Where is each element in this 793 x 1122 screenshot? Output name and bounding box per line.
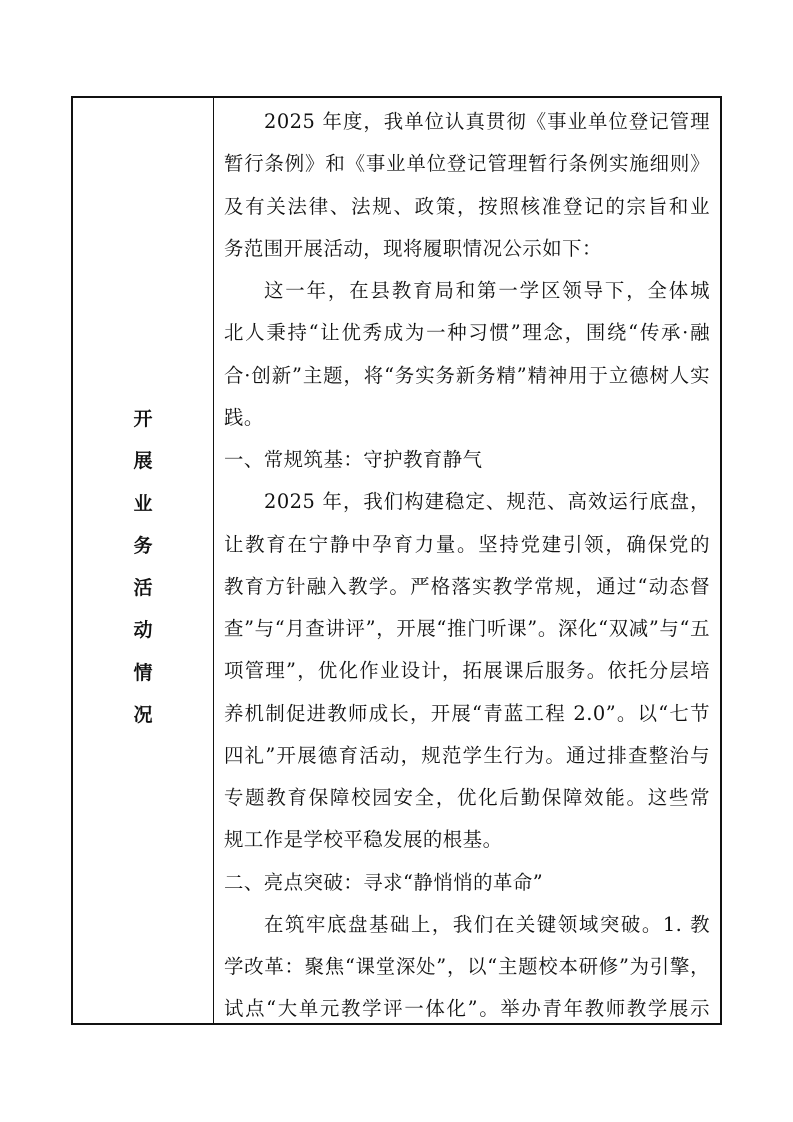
section-label-char: 情 — [133, 661, 153, 684]
section-label-char: 动 — [133, 619, 153, 642]
text-line: 务范围开展活动，现将履职情况公示如下： — [224, 236, 602, 260]
text-line: 试点“大单元教学评一体化”。举办青年教师教学展示 — [224, 997, 710, 1021]
section-label-char: 活 — [133, 577, 153, 600]
text-line: 养机制促进教师成长，开展“青蓝工程 2.0”。以“七节 — [224, 701, 710, 725]
text-line: 践。 — [224, 405, 264, 429]
text-line: 暂行条例》和《事业单位登记管理暂行条例实施细则》 — [224, 152, 710, 176]
text-line: 四礼”开展德育活动，规范学生行为。通过排查整治与 — [224, 743, 710, 767]
text-line: 这一年，在县教育局和第一学区领导下，全体城 — [264, 279, 710, 302]
content-text — [224, 101, 710, 1031]
text-line: 规工作是学校平稳发展的根基。 — [224, 828, 503, 852]
section-label-char: 况 — [133, 704, 153, 727]
text-line: 二、亮点突破：寻求“静悄悄的革命” — [224, 870, 544, 894]
text-line: 专题教育保障校园安全，优化后勤保障效能。这些常 — [224, 786, 710, 809]
text-line: 合·创新”主题，将“务实务新务精”精神用于立德树人实 — [224, 363, 710, 387]
text-line: 项管理”，优化作业设计，拓展课后服务。依托分层培 — [224, 659, 710, 683]
text-line: 北人秉持“让优秀成为一种习惯”理念，围绕“传承·融 — [224, 321, 710, 345]
text-line: 查”与“月查讲评”，开展“推门听课”。深化“双减”与“五 — [224, 617, 710, 640]
text-line: 2025 年，我们构建稳定、规范、高效运行底盘， — [264, 490, 710, 514]
section-label-char: 务 — [133, 534, 153, 557]
text-line: 在筑牢底盘基础上，我们在关键领域突破。1. 教 — [264, 912, 710, 936]
section-label-char: 展 — [133, 450, 153, 473]
section-label-char: 开 — [133, 408, 153, 430]
section-label — [73, 398, 213, 736]
text-line: 2025 年度，我单位认真贯彻《事业单位登记管理 — [264, 110, 710, 133]
section-label-cell — [73, 98, 214, 1023]
section-content-cell — [214, 98, 720, 1023]
text-line: 教育方针融入教学。严格落实教学常规，通过“动态督 — [224, 574, 710, 598]
text-line: 及有关法律、法规、政策，按照核准登记的宗旨和业 — [224, 194, 710, 218]
text-line: 一、常规筑基：守护教育静气 — [224, 448, 483, 471]
text-line: 让教育在宁静中孕育力量。坚持党建引领，确保党的 — [224, 532, 710, 556]
section-label-char: 业 — [133, 492, 153, 515]
report-table — [71, 96, 722, 1025]
text-line: 学改革：聚焦“课堂深处”，以“主题校本研修”为引擎， — [224, 955, 710, 978]
